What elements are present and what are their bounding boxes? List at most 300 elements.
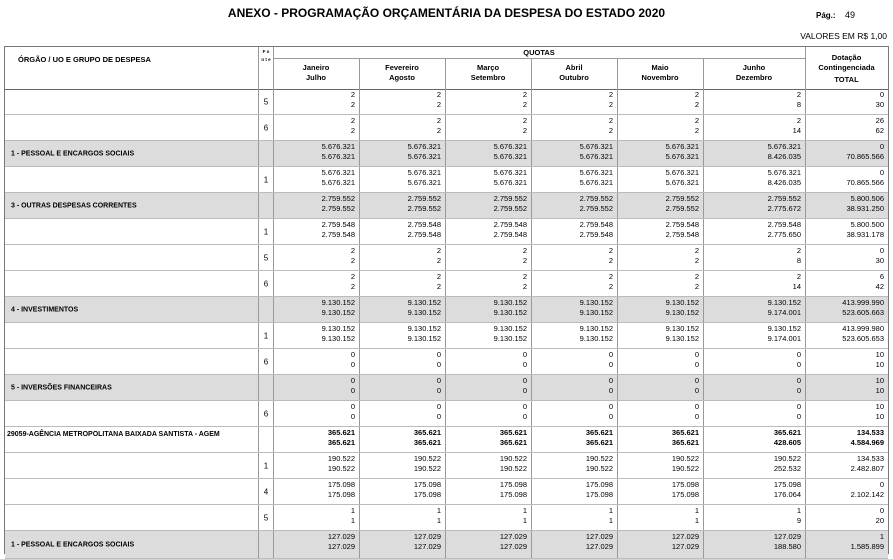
value-first: 0 (879, 90, 884, 99)
value-second: 2.759.552 (493, 204, 527, 213)
quota-cell (445, 89, 531, 114)
value-first: 175.098 (671, 480, 699, 489)
value-first: 10 (875, 376, 884, 385)
value-first: 9.130.152 (665, 324, 699, 333)
value-first: 9.130.152 (767, 298, 801, 307)
value-first: 2 (436, 246, 441, 255)
value-second: 175.098 (671, 490, 699, 499)
value-second: 4.584.969 (850, 438, 884, 447)
value-second: 175.098 (499, 490, 527, 499)
value-first: 2.759.552 (407, 194, 441, 203)
value-second: 2 (522, 100, 527, 109)
quota-cell (359, 219, 445, 244)
value-first: 2 (608, 116, 613, 125)
header-month-first: Junho (742, 63, 766, 72)
quota-cell (445, 167, 531, 192)
quota-cell (273, 349, 359, 374)
page-title: ANEXO - PROGRAMAÇÃO ORÇAMENTÁRIA DA DESPESA DO ESTADO 2020 (227, 6, 666, 20)
header-month-5 (703, 63, 805, 83)
value-first: 190.522 (671, 454, 699, 463)
quota-cell (531, 245, 617, 270)
header-month-first: Abril (565, 63, 583, 72)
row-label: 29059-AGÊNCIA METROPOLITANA BAIXADA SANTISTA - AGEM (7, 431, 220, 438)
value-second: 5.676.321 (493, 178, 527, 187)
value-second: 428.605 (773, 438, 801, 447)
value-first: 365.621 (671, 428, 699, 437)
value-first: 2.759.548 (665, 220, 699, 229)
value-first: 2 (796, 90, 801, 99)
quota-cell (703, 531, 805, 558)
quota-cell (445, 245, 531, 270)
header-month-first: Fevereiro (385, 63, 419, 72)
row-label-cell (5, 479, 258, 504)
table-row (5, 245, 888, 271)
total-cell (805, 401, 888, 426)
value-second: 127.029 (585, 542, 613, 551)
quota-cell (703, 375, 805, 400)
table-row (5, 271, 888, 297)
value-second: 9.130.152 (321, 334, 355, 343)
value-second: 5.676.321 (579, 152, 613, 161)
header-dotacao-line2: Contingenciada (818, 63, 875, 72)
table-row (5, 89, 888, 115)
value-second: 523.605.663 (842, 308, 884, 317)
value-second: 5.676.321 (321, 178, 355, 187)
value-second: 175.098 (327, 490, 355, 499)
value-first: 5.676.321 (321, 168, 355, 177)
total-cell (805, 271, 888, 296)
value-first: 0 (522, 376, 527, 385)
value-first: 9.130.152 (407, 298, 441, 307)
row-label: 3 - OUTRAS DESPESAS CORRENTES (11, 202, 137, 209)
value-first: 9.130.152 (407, 324, 441, 333)
quota-cell (617, 271, 703, 296)
row-label: 4 - INVESTIMENTOS (11, 306, 79, 313)
value-second: 0 (694, 360, 699, 369)
value-second: 0 (350, 360, 355, 369)
quota-cell (531, 167, 617, 192)
value-second: 2 (694, 126, 699, 135)
quota-cell (531, 531, 617, 558)
value-first: 365.621 (499, 428, 527, 437)
value-first: 0 (694, 376, 699, 385)
value-first: 2 (436, 90, 441, 99)
value-first: 2 (694, 272, 699, 281)
quota-cell (359, 453, 445, 478)
value-first: 5.676.321 (407, 168, 441, 177)
value-first: 2 (608, 272, 613, 281)
value-second: 2 (608, 126, 613, 135)
quota-cell (617, 505, 703, 530)
value-first: 0 (350, 376, 355, 385)
value-first: 9.130.152 (321, 324, 355, 333)
value-first: 365.621 (585, 428, 613, 437)
value-second: 176.064 (773, 490, 801, 499)
value-first: 2 (694, 90, 699, 99)
value-first: 0 (879, 168, 884, 177)
value-second: 1 (350, 516, 355, 525)
fonte-cell (258, 531, 273, 558)
quota-cell (703, 349, 805, 374)
value-second: 2 (608, 282, 613, 291)
quota-cell (703, 323, 805, 348)
quota-cell (359, 167, 445, 192)
value-second: 2 (350, 126, 355, 135)
value-first: 10 (875, 402, 884, 411)
value-second: 2.482.807 (850, 464, 884, 473)
quota-cell (359, 531, 445, 558)
header-month-second: Setembro (470, 73, 506, 82)
quota-cell (617, 401, 703, 426)
value-second: 5.676.321 (321, 152, 355, 161)
value-second: 5.676.321 (407, 178, 441, 187)
value-first: 5.676.321 (665, 168, 699, 177)
quota-cell (445, 323, 531, 348)
page-label: Pág.: (816, 11, 836, 20)
value-first: 5.676.321 (767, 142, 801, 151)
value-second: 188.580 (773, 542, 801, 551)
table-row (5, 193, 888, 219)
value-first: 0 (694, 350, 699, 359)
table-row (5, 297, 888, 323)
value-second: 1 (522, 516, 527, 525)
value-first: 190.522 (773, 454, 801, 463)
quota-cell (617, 349, 703, 374)
value-second: 9.130.152 (407, 308, 441, 317)
value-first: 175.098 (585, 480, 613, 489)
value-first: 1 (436, 506, 441, 515)
value-first: 0 (608, 376, 613, 385)
value-first: 2.759.548 (321, 220, 355, 229)
value-first: 1 (350, 506, 355, 515)
quota-cell (445, 427, 531, 452)
quota-cell (445, 401, 531, 426)
table-row (5, 427, 888, 453)
value-second: 190.522 (413, 464, 441, 473)
value-second: 2.759.552 (579, 204, 613, 213)
value-first: 175.098 (499, 480, 527, 489)
row-label: 5 - INVERSÕES FINANCEIRAS (11, 384, 112, 391)
quota-cell (703, 453, 805, 478)
value-second: 2.759.552 (321, 204, 355, 213)
value-second: 0 (522, 412, 527, 421)
value-second: 523.605.653 (842, 334, 884, 343)
value-first: 127.029 (671, 532, 699, 541)
quota-cell (617, 297, 703, 322)
quota-cell (273, 479, 359, 504)
quota-cell (531, 323, 617, 348)
row-label-cell (5, 115, 258, 140)
quota-cell (703, 505, 805, 530)
value-first: 5.676.321 (493, 142, 527, 151)
quota-cell (273, 531, 359, 558)
fonte-cell (258, 245, 273, 270)
quota-cell (531, 219, 617, 244)
value-second: 9.130.152 (579, 334, 613, 343)
table-row (5, 375, 888, 401)
value-second: 2.102.142 (850, 490, 884, 499)
value-first: 0 (694, 402, 699, 411)
value-first: 0 (879, 506, 884, 515)
quota-cell (445, 453, 531, 478)
fonte-code: 1 (263, 227, 269, 236)
value-first: 2 (350, 116, 355, 125)
quota-cell (617, 323, 703, 348)
value-second: 0 (436, 360, 441, 369)
table-row (5, 167, 888, 193)
row-label-cell (5, 141, 258, 166)
quota-cell (359, 323, 445, 348)
fonte-cell (258, 349, 273, 374)
fonte-cell (258, 427, 273, 452)
quota-cell (445, 349, 531, 374)
row-label: 1 - PESSOAL E ENCARGOS SOCIAIS (11, 150, 135, 157)
value-first: 2 (436, 272, 441, 281)
value-second: 365.621 (499, 438, 527, 447)
value-second: 70.865.566 (846, 178, 884, 187)
quota-cell (445, 193, 531, 218)
total-cell (805, 115, 888, 140)
table-row (5, 115, 888, 141)
quota-cell (273, 167, 359, 192)
value-second: 0 (436, 412, 441, 421)
quota-cell (617, 375, 703, 400)
row-label-cell (5, 245, 258, 270)
quota-cell (273, 115, 359, 140)
quota-cell (703, 89, 805, 114)
value-second: 2 (522, 256, 527, 265)
quota-cell (617, 193, 703, 218)
row-label-cell (5, 323, 258, 348)
value-second: 10 (875, 386, 884, 395)
quota-cell (617, 89, 703, 114)
total-cell (805, 245, 888, 270)
header-month-second: Julho (306, 73, 326, 82)
quota-cell (531, 427, 617, 452)
quota-cell (703, 167, 805, 192)
value-second: 8 (796, 256, 801, 265)
value-second: 0 (694, 412, 699, 421)
quota-cell (273, 323, 359, 348)
header-total: TOTAL (834, 75, 859, 84)
value-second: 0 (608, 412, 613, 421)
header-dotacao (805, 53, 888, 85)
value-first: 2 (694, 246, 699, 255)
quota-cell (531, 115, 617, 140)
quota-cell (273, 193, 359, 218)
quota-cell (617, 453, 703, 478)
fonte-cell (258, 375, 273, 400)
quota-cell (703, 297, 805, 322)
header-month-first: Janeiro (302, 63, 330, 72)
quota-cell (445, 271, 531, 296)
row-label-cell (5, 531, 258, 558)
value-first: 1 (796, 506, 801, 515)
value-second: 127.029 (499, 542, 527, 551)
value-second: 9.130.152 (579, 308, 613, 317)
value-first: 2 (522, 272, 527, 281)
quota-cell (531, 297, 617, 322)
value-first: 0 (522, 402, 527, 411)
quota-cell (359, 349, 445, 374)
quota-cell (531, 193, 617, 218)
value-second: 0 (796, 386, 801, 395)
quota-cell (617, 479, 703, 504)
header-month-second: Outubro (559, 73, 589, 82)
value-second: 0 (522, 360, 527, 369)
quota-cell (703, 141, 805, 166)
quota-cell (273, 219, 359, 244)
value-first: 365.621 (413, 428, 441, 437)
value-second: 2.759.552 (665, 204, 699, 213)
header-month-4 (617, 63, 703, 83)
value-first: 2 (350, 90, 355, 99)
quota-cell (273, 401, 359, 426)
quota-cell (531, 141, 617, 166)
table-row (5, 479, 888, 505)
quota-cell (703, 271, 805, 296)
value-second: 38.931.178 (846, 230, 884, 239)
value-first: 0 (879, 246, 884, 255)
value-second: 1 (608, 516, 613, 525)
quota-cell (445, 479, 531, 504)
value-second: 5.676.321 (407, 152, 441, 161)
value-first: 1 (522, 506, 527, 515)
row-label-cell (5, 401, 258, 426)
row-label-cell (5, 505, 258, 530)
header-fonte: F o n t e (261, 49, 271, 62)
value-first: 413.999.990 (842, 298, 884, 307)
quota-cell (359, 375, 445, 400)
value-second: 8.426.035 (767, 152, 801, 161)
value-second: 1 (694, 516, 699, 525)
quota-cell (703, 115, 805, 140)
value-second: 190.522 (499, 464, 527, 473)
quota-cell (359, 115, 445, 140)
fonte-cell (258, 115, 273, 140)
total-cell (805, 167, 888, 192)
value-second: 5.676.321 (665, 152, 699, 161)
quota-cell (359, 271, 445, 296)
quota-cell (531, 271, 617, 296)
quota-cell (359, 401, 445, 426)
value-second: 2.775.672 (767, 204, 801, 213)
value-first: 2.759.552 (767, 194, 801, 203)
value-second: 0 (350, 386, 355, 395)
total-cell (805, 479, 888, 504)
value-first: 9.130.152 (579, 324, 613, 333)
fonte-cell (258, 453, 273, 478)
quota-cell (359, 245, 445, 270)
table-row (5, 349, 888, 375)
row-label-cell (5, 271, 258, 296)
header-month-1 (359, 63, 445, 83)
total-cell (805, 427, 888, 452)
quota-cell (273, 427, 359, 452)
fonte-code: 5 (263, 253, 269, 262)
value-first: 2.759.552 (579, 194, 613, 203)
value-first: 127.029 (499, 532, 527, 541)
value-second: 175.098 (585, 490, 613, 499)
quota-cell (703, 401, 805, 426)
value-first: 2.759.552 (321, 194, 355, 203)
total-cell (805, 297, 888, 322)
quota-cell (617, 531, 703, 558)
value-second: 2.759.552 (407, 204, 441, 213)
value-first: 2 (796, 272, 801, 281)
fonte-code: 1 (263, 461, 269, 470)
value-second: 2 (350, 282, 355, 291)
value-second: 190.522 (585, 464, 613, 473)
value-second: 9.130.152 (493, 308, 527, 317)
value-first: 5.676.321 (579, 142, 613, 151)
row-label-cell (5, 375, 258, 400)
value-first: 2 (694, 116, 699, 125)
value-second: 10 (875, 360, 884, 369)
value-second: 2.759.548 (321, 230, 355, 239)
quota-cell (445, 531, 531, 558)
value-first: 2.759.552 (665, 194, 699, 203)
value-second: 175.098 (413, 490, 441, 499)
value-second: 9.130.152 (665, 308, 699, 317)
value-first: 2 (522, 90, 527, 99)
value-second: 127.029 (671, 542, 699, 551)
fonte-cell (258, 505, 273, 530)
value-first: 0 (350, 402, 355, 411)
value-second: 2.759.548 (579, 230, 613, 239)
value-first: 5.800.500 (850, 220, 884, 229)
value-first: 5.676.321 (407, 142, 441, 151)
value-second: 2 (522, 282, 527, 291)
value-second: 2 (436, 256, 441, 265)
value-second: 0 (608, 386, 613, 395)
value-first: 2 (522, 116, 527, 125)
value-second: 42 (875, 282, 884, 291)
value-first: 2 (796, 246, 801, 255)
value-second: 252.532 (773, 464, 801, 473)
header-month-second: Agosto (389, 73, 415, 82)
value-first: 2 (350, 272, 355, 281)
value-second: 2.759.548 (493, 230, 527, 239)
value-second: 0 (436, 386, 441, 395)
fonte-code: 6 (263, 123, 269, 132)
currency-note: VALORES EM R$ 1,00 (800, 31, 887, 41)
value-second: 0 (796, 360, 801, 369)
total-cell (805, 219, 888, 244)
row-label-cell (5, 167, 258, 192)
value-first: 0 (522, 350, 527, 359)
value-first: 5.676.321 (493, 168, 527, 177)
value-second: 10 (875, 412, 884, 421)
value-second: 5.676.321 (665, 178, 699, 187)
quota-cell (531, 453, 617, 478)
quota-cell (273, 297, 359, 322)
row-label-cell (5, 349, 258, 374)
value-first: 127.029 (413, 532, 441, 541)
header-month-first: Maio (651, 63, 669, 72)
value-second: 0 (350, 412, 355, 421)
value-first: 6 (879, 272, 884, 281)
row-label-cell (5, 297, 258, 322)
value-second: 2 (694, 282, 699, 291)
value-first: 2 (608, 246, 613, 255)
quota-cell (703, 427, 805, 452)
value-second: 0 (522, 386, 527, 395)
fonte-cell (258, 219, 273, 244)
value-first: 10 (875, 350, 884, 359)
row-label-cell (5, 219, 258, 244)
header-month-second: Novembro (641, 73, 679, 82)
